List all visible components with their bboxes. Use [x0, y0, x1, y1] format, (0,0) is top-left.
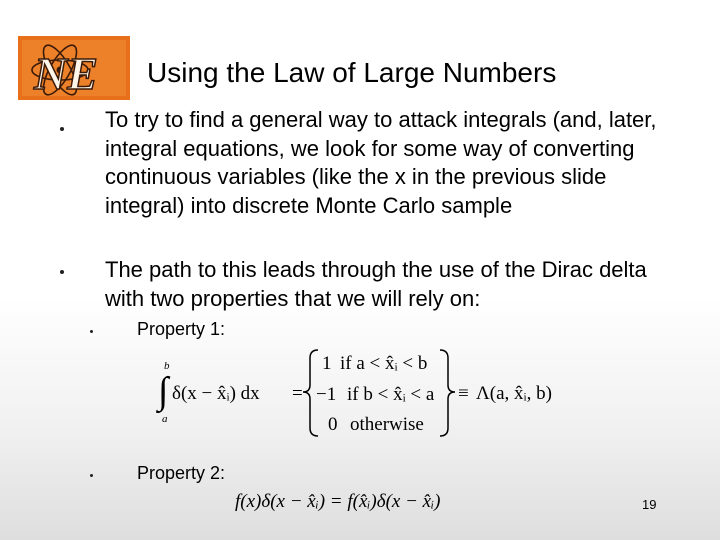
ne-logo	[18, 36, 130, 100]
integrand: δ(x − x̂ᵢ) dx	[172, 383, 260, 404]
integral-sign: ∫	[158, 370, 169, 412]
sub-bullet-marker	[90, 330, 93, 333]
case-2-condition: if b < x̂ᵢ < a	[347, 384, 435, 405]
lower-limit: a	[162, 413, 168, 425]
case-3-condition: otherwise	[350, 414, 424, 435]
case-1-condition: if a < x̂ᵢ < b	[340, 353, 428, 374]
property-2-equation	[233, 482, 513, 518]
identity-sign: ≡	[458, 383, 469, 404]
property-2-label: Property 2:	[137, 463, 226, 483]
equation-2-text: f(x)δ(x − x̂ᵢ) = f(x̂ᵢ)δ(x − x̂ᵢ)	[235, 491, 441, 512]
sub-bullet-marker	[90, 474, 93, 477]
case-1-value: 1	[322, 353, 332, 374]
right-brace	[440, 350, 455, 436]
page-number: 19	[642, 497, 657, 512]
lambda-term: Λ(a, x̂ᵢ, b)	[476, 383, 552, 404]
case-2-value: −1	[316, 384, 337, 405]
case-3-value: 0	[328, 414, 338, 435]
ne-atom-logo-icon	[18, 36, 130, 100]
equals-sign: =	[292, 383, 303, 404]
bullet-text-2: The path to this leads through the use of the Dirac delta with two properties that we will rely on:	[105, 257, 647, 311]
bullet-text-1: To try to find a general way to attack integrals (and, later, integral equations, we look for some way of converting continuous variables (like the x in the previous slide integral) into discrete Monte Carlo sample	[105, 107, 657, 218]
logo-text: NE	[34, 48, 98, 99]
property-1-label: Property 1:	[137, 319, 226, 339]
bullet-marker	[60, 127, 64, 131]
slide-title: Using the Law of Large Numbers	[147, 57, 557, 88]
bullet-marker	[60, 270, 64, 274]
upper-limit: b	[164, 360, 170, 372]
property-1-equation	[150, 345, 580, 440]
